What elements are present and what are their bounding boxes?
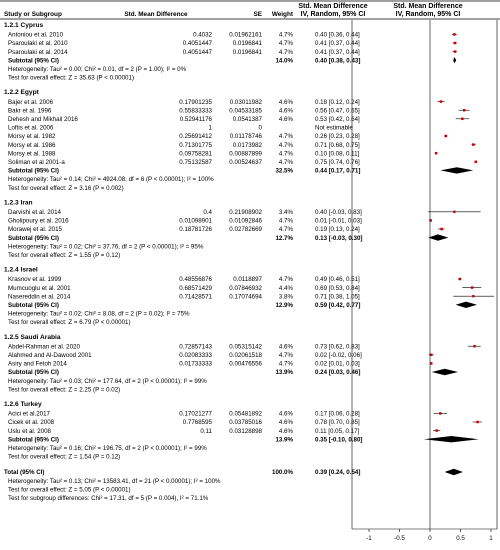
header-ci-sub: IV, Random, 95% CI: [300, 11, 366, 18]
study-name-2: Psaroulaki et al. 2014: [8, 48, 68, 56]
study-smd-0: 0.4032: [193, 31, 212, 39]
subtotal-label-0: Subtotal (95% CI): [8, 57, 59, 65]
subgroup-title-3: 1.2.4 Israel: [4, 266, 38, 274]
header-smd: Std. Mean Difference: [124, 11, 188, 18]
study-ci-4: 0.56 [0.47, 0.65]: [315, 107, 360, 115]
study-square-14: [459, 278, 462, 281]
study-name-21: Cicek et al. 2008: [8, 419, 55, 427]
study-square-8: [472, 143, 475, 146]
study-name-3: Bajer et al. 2006: [8, 98, 54, 106]
study-name-0: Antoniou et al. 2010: [8, 31, 64, 39]
study-se-20: 0.05481892: [229, 410, 262, 418]
study-se-11: 0.21908902: [229, 209, 262, 216]
study-square-17: [473, 345, 475, 347]
subgroup-heterogeneity-2: Heterogeneity: Tau² = 0.02; Chi² = 37.76, df = 2 (P < 0.00001); I² = 95%: [8, 243, 204, 251]
study-smd-22: 0.11: [200, 427, 212, 435]
study-name-16: Nasereddin et al. 2014: [8, 293, 71, 301]
study-smd-14: 0.48556876: [179, 276, 212, 284]
study-weight-4: 4.6%: [278, 107, 293, 115]
study-se-18: 0.02061518: [229, 352, 262, 359]
study-smd-19: 0.01733333: [179, 360, 212, 368]
study-se-12: 0.01092846: [229, 217, 262, 225]
study-se-17: 0.05315142: [229, 343, 262, 351]
study-smd-5: 0.52941176: [179, 116, 212, 123]
study-ci-6: Not estimable: [315, 124, 353, 132]
study-ci-19: 0.02 [0.01, 0.03]: [315, 360, 360, 368]
study-square-7: [445, 135, 448, 138]
study-name-8: Morsy et al. 1986: [8, 141, 56, 149]
study-se-13: 0.02782669: [229, 226, 262, 234]
study-square-16: [472, 295, 474, 297]
subgroup-overall-test-5: Test for overall effect: Z = 1.54 (P = 0.12): [8, 453, 121, 461]
subtotal-ci-2: 0.13 [-0.03, 0.30]: [315, 234, 363, 242]
study-name-9: Morsy et al. 1988: [8, 150, 56, 158]
subtotal-ci-1: 0.44 [0.17, 0.71]: [315, 167, 361, 175]
study-ci-8: 0.71 [0.68, 0.75]: [315, 141, 360, 149]
study-name-13: Morawej et al. 2015: [8, 226, 62, 234]
subtotal-weight-5: 13.9%: [275, 436, 293, 444]
subgroup-heterogeneity-0: Heterogeneity: Tau² = 0.00; Chi² = 0.01, df = 2 (P = 1.00); I² = 0%: [8, 66, 187, 73]
total-overall-test: Test for overall effect: Z = 5.05 (P < 0.00001): [8, 486, 131, 494]
subgroup-overall-test-1: Test for overall effect: Z = 3.16 (P = 0.002): [8, 184, 124, 192]
study-square-3: [440, 100, 442, 102]
study-weight-7: 4.7%: [278, 133, 293, 141]
study-smd-11: 0.4: [203, 209, 212, 216]
study-smd-7: 0.25691412: [179, 133, 212, 141]
study-smd-4: 0.55833333: [179, 107, 212, 115]
study-weight-17: 4.6%: [278, 343, 293, 351]
study-weight-19: 4.7%: [278, 360, 293, 368]
study-smd-2: 0.4051447: [182, 48, 212, 56]
study-smd-16: 0.71428571: [179, 293, 212, 301]
study-name-22: Uslu et al. 2008: [8, 427, 51, 435]
study-weight-2: 4.7%: [278, 48, 293, 56]
study-ci-0: 0.40 [0.36, 0.44]: [315, 31, 360, 39]
study-smd-1: 0.4051447: [182, 40, 212, 48]
header-study: Study or Subgroup: [4, 11, 62, 18]
x-tick-label-1: -0.5: [394, 535, 405, 542]
study-square-4: [463, 109, 465, 111]
study-ci-13: 0.19 [0.13, 0.24]: [315, 226, 360, 234]
study-name-19: Asiry and Fetoh 2014: [8, 360, 67, 368]
study-se-6: 0: [258, 124, 262, 132]
study-name-14: Krasnov et al. 1999: [8, 276, 62, 284]
study-ci-5: 0.53 [0.42, 0.64]: [315, 116, 360, 123]
study-se-21: 0.03785016: [229, 419, 262, 427]
subgroup-title-2: 1.2.3 Iran: [4, 199, 33, 207]
study-name-15: Mumcuoglu et al. 2001: [8, 284, 71, 292]
subgroup-title-0: 1.2.1 Cyprus: [4, 22, 44, 29]
study-smd-15: 0.68571429: [179, 284, 212, 292]
x-tick-label-3: 0.5: [456, 535, 465, 542]
study-smd-20: 0.17021277: [179, 410, 212, 418]
study-weight-10: 4.7%: [278, 159, 293, 166]
subtotal-weight-2: 12.7%: [275, 234, 293, 242]
subtotal-ci-4: 0.24 [0.03, 0.46]: [315, 369, 361, 377]
study-smd-18: 0.02083333: [179, 352, 212, 359]
study-weight-1: 4.7%: [278, 40, 293, 48]
study-weight-21: 4.6%: [278, 419, 293, 427]
subtotal-label-2: Subtotal (95% CI): [8, 234, 59, 242]
subtotal-weight-3: 12.9%: [275, 302, 293, 309]
subtotal-label-3: Subtotal (95% CI): [8, 302, 59, 309]
study-square-10: [474, 161, 477, 164]
study-ci-10: 0.75 [0.74, 0.76]: [315, 159, 360, 166]
total-label: Total (95% CI): [4, 469, 45, 477]
study-ci-22: 0.11 [0.05, 0.17]: [315, 427, 360, 435]
study-square-22: [435, 429, 437, 431]
study-weight-3: 4.6%: [278, 98, 293, 106]
study-se-16: 0.17074694: [229, 293, 262, 301]
study-name-5: Dehesh and Mikhail 2016: [8, 116, 78, 123]
study-se-14: 0.0118897: [233, 276, 262, 284]
study-ci-2: 0.41 [0.37, 0.44]: [315, 48, 360, 56]
study-se-22: 0.03128898: [229, 427, 262, 435]
study-weight-5: 4.6%: [278, 116, 293, 123]
study-se-1: 0.0196841: [232, 40, 262, 48]
study-se-4: 0.04533185: [229, 107, 262, 115]
study-square-11: [453, 211, 455, 213]
study-square-19: [430, 362, 433, 365]
study-name-4: Bakr et al. 1996: [8, 107, 52, 115]
study-se-9: 0.00887899: [229, 150, 262, 158]
subtotal-weight-0: 14.0%: [275, 57, 293, 65]
subtotal-weight-1: 32.5%: [275, 167, 293, 175]
study-ci-21: 0.78 [0.70, 0.85]: [315, 419, 360, 427]
study-ci-7: 0.26 [0.23, 0.28]: [315, 133, 360, 141]
subtotal-label-4: Subtotal (95% CI): [8, 369, 59, 377]
study-name-6: Loftis et al. 2006: [8, 124, 54, 132]
study-ci-18: 0.02 [-0.02, 0.06]: [315, 352, 362, 359]
subgroup-heterogeneity-3: Heterogeneity: Tau² = 0.02; Chi² = 8.08, df = 2 (P = 0.02); I² = 75%: [8, 310, 190, 318]
subtotal-diamond-0: [453, 57, 456, 63]
study-se-8: 0.0173982: [232, 141, 262, 149]
study-name-1: Psaroulaki et al. 2010: [8, 40, 68, 48]
total-ci: 0.39 [0.24, 0.54]: [315, 469, 361, 477]
study-se-7: 0.01178746: [229, 133, 262, 141]
study-se-15: 0.07846932: [229, 284, 262, 292]
header-plot-sub: IV, Random, 95% CI: [395, 11, 461, 18]
x-tick-label-0: -1: [366, 535, 372, 542]
subgroup-title-4: 1.2.5 Saudi Arabia: [4, 333, 61, 341]
subgroup-overall-test-0: Test for overall effect: Z = 35.63 (P < 0.00001): [8, 74, 134, 82]
subgroup-overall-test-3: Test for overall effect: Z = 6.79 (P < 0.00001): [8, 319, 131, 327]
header-ci-top: Std. Mean Difference: [298, 3, 368, 10]
study-ci-15: 0.69 [0.53, 0.84]: [315, 284, 360, 292]
study-se-10: 0.00524637: [229, 159, 262, 166]
study-square-9: [435, 152, 438, 155]
subtotal-ci-0: 0.40 [0.38, 0.43]: [315, 57, 361, 65]
x-tick-label-2: 0: [428, 535, 432, 542]
study-smd-9: 0.09758281: [179, 150, 212, 158]
study-smd-17: 0.72857143: [179, 343, 212, 351]
study-square-0: [453, 33, 456, 36]
study-smd-12: 0.01098901: [179, 217, 212, 225]
study-se-0: 0.01962161: [229, 31, 262, 39]
study-square-5: [461, 118, 463, 120]
study-square-1: [454, 42, 457, 45]
study-name-10: Soliman et al 2001-a: [8, 159, 65, 166]
study-weight-16: 3.8%: [278, 293, 293, 301]
header-se: SE: [253, 11, 262, 18]
header-plot-top: Std. Mean Difference: [393, 3, 463, 10]
study-weight-12: 4.7%: [278, 217, 293, 225]
study-smd-13: 0.18781726: [179, 226, 212, 234]
subtotal-diamond-4: [432, 369, 458, 375]
study-se-19: 0.00476556: [229, 360, 262, 368]
total-heterogeneity: Heterogeneity: Tau² = 0.13; Chi² = 13583.41, df = 21 (P < 0.00001); I² = 100%: [8, 477, 221, 485]
subtotal-diamond-5: [424, 436, 479, 442]
study-se-3: 0.03011982: [229, 98, 262, 106]
study-smd-21: 0.7768595: [182, 419, 212, 427]
study-weight-15: 4.4%: [278, 284, 293, 292]
study-se-5: 0.0541387: [232, 116, 262, 123]
study-square-20: [439, 412, 441, 414]
subgroup-overall-test-2: Test for overall effect: Z = 1.55 (P = 0.12): [8, 252, 121, 259]
subgroup-overall-test-4: Test for overall effect: Z = 2.25 (P = 0.02): [8, 386, 121, 394]
subtotal-weight-4: 13.9%: [275, 369, 293, 377]
study-weight-22: 4.6%: [278, 427, 293, 435]
study-weight-20: 4.6%: [278, 410, 293, 418]
study-ci-17: 0.73 [0.62, 0.83]: [315, 343, 360, 351]
study-ci-14: 0.49 [0.46, 0.51]: [315, 276, 360, 284]
study-name-17: Abdel-Rahman et al. 2020: [8, 343, 80, 351]
subgroup-heterogeneity-4: Heterogeneity: Tau² = 0.03; Chi² = 177.64, df = 2 (P < 0.00001); I² = 99%: [8, 377, 207, 385]
study-weight-18: 4.7%: [278, 352, 293, 359]
study-ci-1: 0.41 [0.37, 0.44]: [315, 40, 360, 48]
subtotal-diamond-1: [440, 167, 473, 173]
study-name-18: Alahmed and Al-Dawood 2001: [8, 352, 92, 359]
subtotal-label-5: Subtotal (95% CI): [8, 436, 59, 444]
study-ci-16: 0.71 [0.38, 1.05]: [315, 293, 360, 301]
subtotal-ci-5: 0.35 [-0.10, 0.80]: [315, 436, 363, 444]
study-smd-8: 0.71301775: [179, 141, 212, 149]
study-weight-8: 4.7%: [278, 141, 293, 149]
study-square-2: [454, 50, 457, 53]
study-name-12: Gholipoury et al. 2016: [8, 217, 69, 225]
study-ci-11: 0.40 [-0.03, 0.83]: [315, 209, 362, 216]
subgroup-title-5: 1.2.6 Turkey: [4, 401, 42, 408]
subgroup-title-1: 1.2.2 Egypt: [4, 89, 39, 97]
subgroup-heterogeneity-5: Heterogeneity: Tau² = 0.16; Chi² = 196.75, df = 2 (P < 0.00001); I² = 99%: [8, 445, 207, 452]
study-smd-6: 1: [208, 124, 212, 132]
study-weight-0: 4.7%: [278, 31, 293, 39]
study-weight-14: 4.7%: [278, 276, 293, 284]
study-square-18: [430, 354, 433, 357]
study-ci-20: 0.17 [0.06, 0.28]: [315, 410, 360, 418]
study-name-20: Acici et al.2017: [8, 410, 50, 418]
study-name-7: Morsy et al. 1982: [8, 133, 56, 141]
total-diamond: [445, 469, 463, 475]
study-weight-9: 4.7%: [278, 150, 293, 158]
header-weight: Weight: [271, 11, 293, 18]
study-ci-12: 0.01 [-0.01, 0.03]: [315, 217, 362, 225]
study-weight-11: 3.4%: [278, 209, 293, 216]
subgroup-heterogeneity-1: Heterogeneity: Tau² = 0.14; Chi² = 4924.08, df = 6 (P < 0.00001); I² = 100%: [8, 176, 214, 184]
subtotal-ci-3: 0.59 [0.42, 0.77]: [315, 302, 361, 309]
study-ci-3: 0.18 [0.12, 0.24]: [315, 98, 360, 106]
subgroup-differences-test: Test for subgroup differences: Chi² = 17.31, df = 5 (P = 0.004), I² = 71.1%: [8, 495, 209, 502]
subtotal-diamond-3: [456, 302, 477, 308]
study-square-15: [471, 286, 473, 288]
study-ci-9: 0.10 [0.08, 0.11]: [315, 150, 360, 158]
study-name-11: Darvishi et al. 2014: [8, 209, 61, 216]
x-tick-label-4: 1: [489, 535, 493, 542]
study-se-2: 0.0196841: [232, 48, 262, 56]
study-smd-10: 0.75132587: [179, 159, 212, 166]
subtotal-diamond-2: [428, 234, 448, 240]
study-weight-13: 4.7%: [278, 226, 293, 234]
total-weight: 100.0%: [272, 469, 293, 477]
study-smd-3: 0.17901235: [179, 98, 212, 106]
subtotal-label-1: Subtotal (95% CI): [8, 167, 59, 175]
study-square-13: [440, 228, 443, 231]
study-square-21: [476, 421, 478, 423]
